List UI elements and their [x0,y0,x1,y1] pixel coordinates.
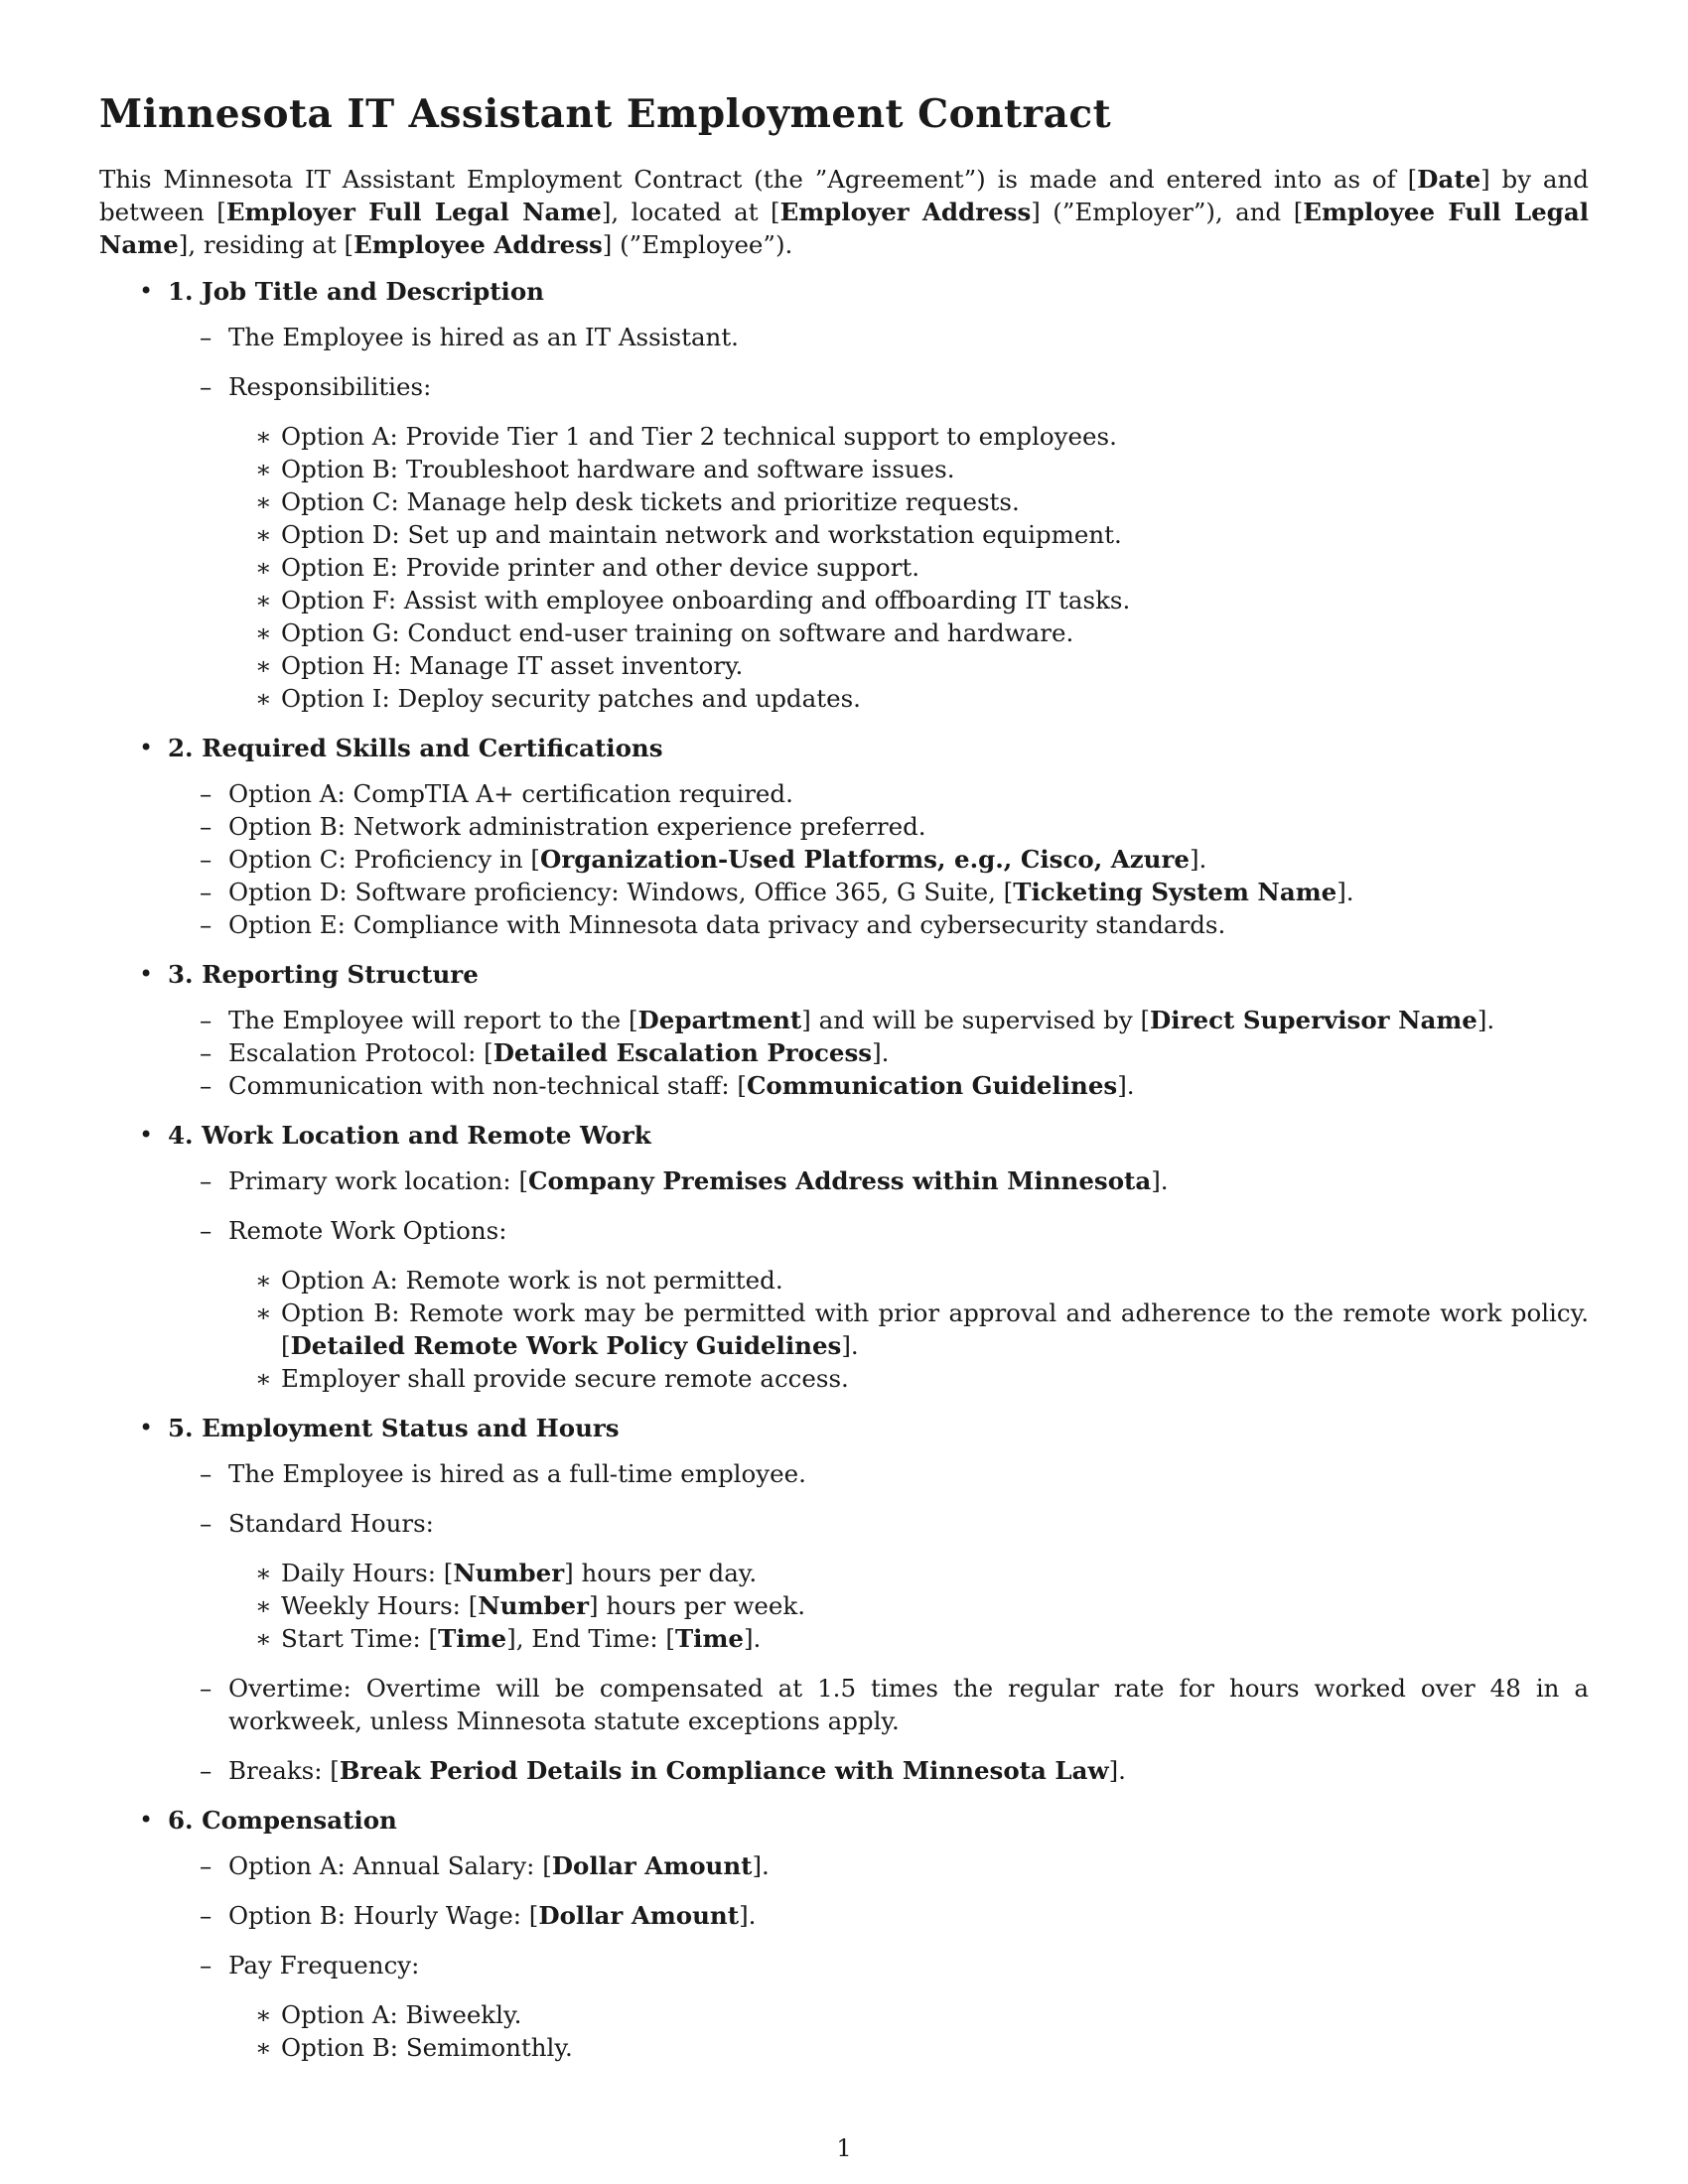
intro-text: ], residing at [ [178,230,354,259]
intro-employee-address-placeholder: Employee Address [353,230,603,259]
section-work-location [99,1119,1589,1395]
list-item: ∗ Employer shall provide secure remote access. [255,1364,849,1393]
intro-text: ] by and between [ [99,165,1589,226]
list-item: – The Employee will report to the [Department] and will be supervised by [Direct Supervisor Name]. [200,1006,1495,1034]
intro-paragraph [99,163,1589,261]
list-item: ∗ Start Time: [Time], End Time: [Time]. [255,1624,762,1653]
bullet-icon: • [139,1806,154,1834]
intro-text: ] (”Employee”). [602,230,793,259]
list-item: – Option B: Hourly Wage: [Dollar Amount]. [200,1901,757,1930]
list-item: – Breaks: [Break Period Details in Compliance with Minnesota Law]. [200,1756,1126,1785]
section-employment-status [99,1412,1589,1787]
section-title: 6. Compensation [168,1806,397,1835]
section-compensation [99,1804,1589,2064]
responsibility-item: ∗ Option F: Assist with employee onboarding and offboarding IT tasks. [255,586,1131,614]
bullet-icon: • [139,960,154,988]
bullet-icon: • [139,1121,154,1149]
intro-date-placeholder: Date [1417,165,1481,194]
section-title: 4. Work Location and Remote Work [168,1121,651,1150]
intro-text: ] (”Employer”), and [ [1031,198,1304,226]
section-title: 2. Required Skills and Certifications [168,734,663,762]
responsibility-item: ∗ Option G: Conduct end-user training on software and hardware. [255,618,1074,647]
bullet-icon: • [139,277,154,305]
list-item: – Option A: Annual Salary: [Dollar Amount]. [200,1851,770,1880]
list-item: – Responsibilities: [200,372,432,401]
remote-options-list [168,1264,1589,1395]
intro-text: ], located at [ [601,198,780,226]
section-title: 3. Reporting Structure [168,960,479,989]
list-item: ∗ Option B: Remote work may be permitted with prior approval and adherence to the remote work policy. [Detailed Remote Work Policy Guidelines]. [255,1298,1589,1360]
bullet-icon: • [139,734,154,761]
list-item: – Option C: Proficiency in [Organization-Used Platforms, e.g., Cisco, Azure]. [200,845,1207,874]
list-item: – Option D: Software proficiency: Windows, Office 365, G Suite, [Ticketing System Name]. [200,878,1354,906]
section-job-title [99,275,1589,715]
responsibility-item: ∗ Option I: Deploy security patches and updates. [255,684,861,713]
responsibility-item: ∗ Option H: Manage IT asset inventory. [255,651,744,680]
responsibility-item: ∗ Option A: Provide Tier 1 and Tier 2 technical support to employees. [255,422,1117,451]
list-item: ∗ Daily Hours: [Number] hours per day. [255,1559,758,1587]
list-item: – Communication with non-technical staff: [Communication Guidelines]. [200,1071,1135,1100]
responsibility-item: ∗ Option E: Provide printer and other device support. [255,553,920,582]
list-item: – Primary work location: [Company Premises Address within Minnesota]. [200,1166,1169,1195]
list-item: ∗ Weekly Hours: [Number] hours per week. [255,1591,806,1620]
section-reporting [99,958,1589,1102]
list-item: – Pay Frequency: [200,1951,420,1979]
section-title: 1. Job Title and Description [168,277,544,306]
bullet-icon: • [139,1414,154,1441]
list-item: ∗ Option A: Remote work is not permitted. [255,1266,783,1295]
page-number: 1 [836,2134,852,2162]
list-item: – Option E: Compliance with Minnesota data privacy and cybersecurity standards. [200,910,1226,939]
document-page [99,79,1589,2081]
responsibility-item: ∗ Option B: Troubleshoot hardware and software issues. [255,455,955,483]
list-item: ∗ Option B: Semimonthly. [255,2033,573,2062]
list-item: – Option B: Network administration experience preferred. [200,812,926,841]
responsibility-list [168,420,1589,715]
document-title: Minnesota IT Assistant Employment Contract [99,91,1112,137]
intro-employee-name-placeholder: Employee Full Legal Name [99,198,1589,259]
list-item: – Remote Work Options: [200,1216,507,1245]
list-item: – The Employee is hired as a full-time employee. [200,1459,806,1488]
standard-hours-list [168,1557,1589,1655]
list-item: ∗ Option A: Biweekly. [255,2000,522,2029]
intro-employer-address-placeholder: Employer Address [779,198,1032,226]
list-item: – Standard Hours: [200,1509,434,1538]
list-item: – Overtime: Overtime will be compensated at 1.5 times the regular rate for hours worked over 48 in a workweek, unless Minnesota statute exceptions apply. [200,1674,1589,1735]
intro-employer-name-placeholder: Employer Full Legal Name [225,198,602,226]
pay-frequency-list [168,1998,1589,2064]
list-item: – Option A: CompTIA A+ certification required. [200,779,793,808]
responsibility-item: ∗ Option C: Manage help desk tickets and prioritize requests. [255,487,1020,516]
list-item: – Escalation Protocol: [Detailed Escalation Process]. [200,1038,890,1067]
intro-text: This Minnesota IT Assistant Employment Contract (the ”Agreement”) is made and entered into as of [ [99,165,1418,194]
section-skills [99,732,1589,941]
list-item: – The Employee is hired as an IT Assistant. [200,323,739,351]
responsibility-item: ∗ Option D: Set up and maintain network and workstation equipment. [255,520,1122,549]
section-title: 5. Employment Status and Hours [168,1414,620,1442]
